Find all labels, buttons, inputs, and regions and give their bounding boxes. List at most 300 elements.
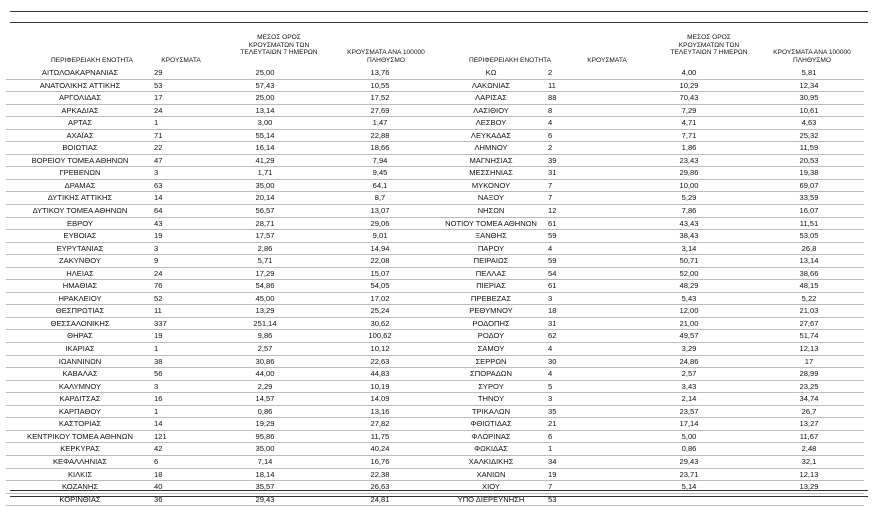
cell-cases-right: 6 [548, 430, 624, 443]
cell-per-100k-left: 8,7 [326, 192, 434, 205]
cell-region-right: ΥΠΟ ΔΙΕΡΕΥΝΗΣΗ [434, 493, 548, 506]
cell-per-100k-right: 27,67 [754, 317, 864, 330]
cell-cases-right: 11 [548, 79, 624, 92]
cell-per-100k-right: 10,61 [754, 104, 864, 117]
cell-region-left: ΘΗΡΑΣ [6, 330, 154, 343]
cell-cases-right: 2 [548, 142, 624, 155]
cell-cases-left: 16 [154, 393, 204, 406]
table-row [6, 255, 864, 268]
cell-avg-right: 10,29 [624, 79, 754, 92]
cell-per-100k-right: 12,34 [754, 79, 864, 92]
cell-region-left: ΚΟΡΙΝΘΙΑΣ [6, 493, 154, 506]
cell-per-100k-right: 13,29 [754, 481, 864, 494]
cell-avg-right: 7,71 [624, 129, 754, 142]
header-avg-right [664, 34, 754, 57]
table-row [6, 468, 864, 481]
cell-region-left: ΚΕΡΚΥΡΑΣ [6, 443, 154, 456]
cell-per-100k-right: 12,13 [754, 343, 864, 356]
cell-per-100k-left: 11,75 [326, 430, 434, 443]
cell-region-right: ΣΑΜΟΥ [434, 343, 548, 356]
table-row [6, 92, 864, 105]
table-row [6, 493, 864, 506]
cell-avg-left: 30,86 [204, 355, 326, 368]
cell-avg-right: 29,43 [624, 455, 754, 468]
cell-cases-left: 121 [154, 430, 204, 443]
header-per-left [330, 49, 442, 64]
cell-cases-right: 3 [548, 292, 624, 305]
cell-avg-right [624, 493, 754, 506]
cell-avg-right: 4,00 [624, 67, 754, 79]
cell-cases-right: 54 [548, 267, 624, 280]
cell-avg-right: 2,14 [624, 393, 754, 406]
cell-region-right: ΠΑΡΟΥ [434, 242, 548, 255]
cell-cases-right: 7 [548, 192, 624, 205]
cell-avg-right: 48,29 [624, 280, 754, 293]
cell-avg-right: 3,29 [624, 343, 754, 356]
cell-avg-right: 29,86 [624, 167, 754, 180]
cell-cases-right: 6 [548, 129, 624, 142]
cell-per-100k-right: 51,74 [754, 330, 864, 343]
cell-per-100k-right: 38,66 [754, 267, 864, 280]
cell-cases-left: 24 [154, 104, 204, 117]
table-row [6, 393, 864, 406]
cell-region-right: ΝΟΤΙΟΥ ΤΟΜΕΑ ΑΘΗΝΩΝ [434, 217, 548, 230]
cell-cases-left: 17 [154, 92, 204, 105]
cell-cases-right: 1 [548, 443, 624, 456]
cell-per-100k-left: 40,24 [326, 443, 434, 456]
cell-per-100k-right: 5,22 [754, 292, 864, 305]
cell-avg-left: 44,00 [204, 368, 326, 381]
table-row [6, 280, 864, 293]
cell-region-right: ΦΩΚΙΔΑΣ [434, 443, 548, 456]
cell-region-right: ΛΑΣΙΘΙΟΥ [434, 104, 548, 117]
table-row [6, 455, 864, 468]
cell-region-left: ΚΑΛΥΜΝΟΥ [6, 380, 154, 393]
cell-per-100k-right: 2,48 [754, 443, 864, 456]
table-row [6, 443, 864, 456]
cell-avg-left: 13,29 [204, 305, 326, 318]
cell-per-100k-left: 17,02 [326, 292, 434, 305]
table-row [6, 217, 864, 230]
cell-avg-right: 7,86 [624, 205, 754, 218]
table-row [6, 305, 864, 318]
cell-region-right: ΛΑΡΙΣΑΣ [434, 92, 548, 105]
table-row [6, 154, 864, 167]
table-row [6, 317, 864, 330]
cell-per-100k-left: 7,94 [326, 154, 434, 167]
cell-cases-left: 40 [154, 481, 204, 494]
bottom-rule [10, 490, 868, 491]
table-row [6, 67, 864, 79]
cell-region-right: ΠΕΛΛΑΣ [434, 267, 548, 280]
cell-cases-left: 53 [154, 79, 204, 92]
cell-cases-right: 34 [548, 455, 624, 468]
cell-avg-right: 1,86 [624, 142, 754, 155]
cell-per-100k-right: 53,05 [754, 230, 864, 243]
cell-cases-left: 3 [154, 242, 204, 255]
cell-avg-right: 24,86 [624, 355, 754, 368]
cell-per-100k-left: 24,81 [326, 493, 434, 506]
table-row [6, 179, 864, 192]
cell-region-left: ΗΡΑΚΛΕΙΟΥ [6, 292, 154, 305]
cell-per-100k-left: 44,83 [326, 368, 434, 381]
cell-per-100k-right [754, 493, 864, 506]
cell-cases-right: 59 [548, 255, 624, 268]
cell-region-right: ΣΕΡΡΩΝ [434, 355, 548, 368]
header-per-right-line2: ΠΛΗΘΥΣΜΟ [793, 56, 831, 64]
cell-region-right: ΦΘΙΩΤΙΔΑΣ [434, 418, 548, 431]
cell-avg-left: 20,14 [204, 192, 326, 205]
cell-avg-right: 52,00 [624, 267, 754, 280]
cell-region-left: ΑΝΑΤΟΛΙΚΗΣ ΑΤΤΙΚΗΣ [6, 79, 154, 92]
header-avg-right-line1: ΜΕΣΟΣ ΟΡΟΣ [687, 34, 731, 41]
cell-avg-left: 54,86 [204, 280, 326, 293]
cell-cases-left: 42 [154, 443, 204, 456]
cell-region-right: ΛΕΥΚΑΔΑΣ [434, 129, 548, 142]
cell-avg-right: 12,00 [624, 305, 754, 318]
top-rule [10, 11, 868, 12]
cell-avg-right: 3,43 [624, 380, 754, 393]
cell-cases-left: 71 [154, 129, 204, 142]
cell-region-left: ΚΑΡΔΙΤΣΑΣ [6, 393, 154, 406]
header-avg-left-line1: ΜΕΣΟΣ ΟΡΟΣ [257, 34, 301, 41]
cell-region-left: ΕΒΡΟΥ [6, 217, 154, 230]
cell-region-right: ΚΩ [434, 67, 548, 79]
cell-cases-left: 11 [154, 305, 204, 318]
cell-per-100k-right: 69,07 [754, 179, 864, 192]
cell-region-right: ΧΑΛΚΙΔΙΚΗΣ [434, 455, 548, 468]
cell-region-left: ΙΚΑΡΙΑΣ [6, 343, 154, 356]
cell-per-100k-left: 27,69 [326, 104, 434, 117]
cell-cases-left: 1 [154, 405, 204, 418]
cell-per-100k-left: 14,09 [326, 393, 434, 406]
table-row [6, 79, 864, 92]
cell-per-100k-left: 29,06 [326, 217, 434, 230]
cell-avg-left: 2,57 [204, 343, 326, 356]
cell-per-100k-right: 11,59 [754, 142, 864, 155]
cell-cases-right: 62 [548, 330, 624, 343]
cell-cases-right: 31 [548, 167, 624, 180]
cell-region-right: ΛΗΜΝΟΥ [434, 142, 548, 155]
cell-per-100k-left: 13,07 [326, 205, 434, 218]
cell-avg-left: 3,00 [204, 117, 326, 130]
cell-per-100k-left: 17,52 [326, 92, 434, 105]
table-row [6, 167, 864, 180]
cell-per-100k-left: 13,76 [326, 67, 434, 79]
header-per-left-line2: ΠΛΗΘΥΣΜΟ [367, 56, 405, 64]
cell-cases-left: 43 [154, 217, 204, 230]
cell-cases-right: 61 [548, 280, 624, 293]
cell-per-100k-left: 18,66 [326, 142, 434, 155]
cell-region-left: ΓΡΕΒΕΝΩΝ [6, 167, 154, 180]
cell-per-100k-right: 21,03 [754, 305, 864, 318]
header-per-right [756, 49, 868, 64]
cases-table [6, 67, 864, 506]
cell-avg-left: 16,14 [204, 142, 326, 155]
cell-region-left: ΚΙΛΚΙΣ [6, 468, 154, 481]
cell-per-100k-right: 30,95 [754, 92, 864, 105]
cell-cases-left: 1 [154, 343, 204, 356]
table-row [6, 230, 864, 243]
cell-cases-right: 3 [548, 393, 624, 406]
table-row [6, 117, 864, 130]
cell-per-100k-left: 25,24 [326, 305, 434, 318]
cell-avg-right: 50,71 [624, 255, 754, 268]
cell-cases-left: 3 [154, 167, 204, 180]
cell-cases-left: 14 [154, 418, 204, 431]
cell-avg-right: 23,71 [624, 468, 754, 481]
cell-region-right: ΠΙΕΡΙΑΣ [434, 280, 548, 293]
cell-cases-left: 22 [154, 142, 204, 155]
cell-per-100k-left: 22,08 [326, 255, 434, 268]
cell-cases-left: 64 [154, 205, 204, 218]
header-per-right-line1: ΚΡΟΥΣΜΑΤΑ ΑΝΑ 100000 [773, 49, 851, 56]
cell-cases-right: 39 [548, 154, 624, 167]
cell-per-100k-right: 5,81 [754, 67, 864, 79]
cell-region-right: ΤΗΝΟΥ [434, 393, 548, 406]
cell-region-left: ΒΟΡΕΙΟΥ ΤΟΜΕΑ ΑΘΗΝΩΝ [6, 154, 154, 167]
cell-cases-right: 53 [548, 493, 624, 506]
cell-cases-left: 1 [154, 117, 204, 130]
cell-per-100k-left: 10,55 [326, 79, 434, 92]
cell-per-100k-right: 13,27 [754, 418, 864, 431]
cell-region-right: ΛΑΚΩΝΙΑΣ [434, 79, 548, 92]
cell-region-right: ΠΕΙΡΑΙΩΣ [434, 255, 548, 268]
cell-avg-left: 13,14 [204, 104, 326, 117]
cell-cases-left: 9 [154, 255, 204, 268]
cell-per-100k-right: 20,53 [754, 154, 864, 167]
cell-cases-left: 47 [154, 154, 204, 167]
cell-region-right: ΝΗΣΩΝ [434, 205, 548, 218]
cell-cases-right: 35 [548, 405, 624, 418]
cell-avg-left: 35,57 [204, 481, 326, 494]
cell-avg-right: 5,29 [624, 192, 754, 205]
cell-cases-right: 8 [548, 104, 624, 117]
header-per-left-line1: ΚΡΟΥΣΜΑΤΑ ΑΝΑ 100000 [347, 49, 425, 56]
header-avg-left [236, 34, 322, 57]
cell-region-right: ΧΑΝΙΩΝ [434, 468, 548, 481]
cell-avg-right: 38,43 [624, 230, 754, 243]
cell-per-100k-left: 16,76 [326, 455, 434, 468]
cell-region-left: ΕΥΡΥΤΑΝΙΑΣ [6, 242, 154, 255]
header-avg-left-line2: ΚΡΟΥΣΜΑΤΩΝ ΤΩΝ [248, 41, 310, 49]
cell-region-left: ΔΥΤΙΚΟΥ ΤΟΜΕΑ ΑΘΗΝΩΝ [6, 205, 154, 218]
cell-per-100k-left: 64,1 [326, 179, 434, 192]
table-row [6, 430, 864, 443]
cell-avg-right: 7,29 [624, 104, 754, 117]
cell-avg-left: 251,14 [204, 317, 326, 330]
cell-avg-right: 5,14 [624, 481, 754, 494]
cell-avg-right: 43,43 [624, 217, 754, 230]
cell-region-right: ΡΟΔΟΠΗΣ [434, 317, 548, 330]
cell-cases-right: 2 [548, 67, 624, 79]
cell-avg-right: 23,57 [624, 405, 754, 418]
table-row [6, 104, 864, 117]
header-cases-left: ΚΡΟΥΣΜΑΤΑ [161, 57, 201, 64]
cell-per-100k-right: 11,51 [754, 217, 864, 230]
cell-per-100k-left: 9,01 [326, 230, 434, 243]
cell-region-left: ΔΡΑΜΑΣ [6, 179, 154, 192]
cell-per-100k-left: 1,47 [326, 117, 434, 130]
cell-region-left: ΑΧΑΪΑΣ [6, 129, 154, 142]
cell-cases-left: 29 [154, 67, 204, 79]
cell-avg-right: 4,71 [624, 117, 754, 130]
header-region-right: ΠΕΡΙΦΕΡΕΙΑΚΗ ΕΝΟΤΗΤΑ [468, 57, 552, 64]
cell-avg-left: 25,00 [204, 67, 326, 79]
cell-avg-left: 17,57 [204, 230, 326, 243]
cell-per-100k-right: 13,14 [754, 255, 864, 268]
cell-cases-right: 31 [548, 317, 624, 330]
cell-avg-left: 18,14 [204, 468, 326, 481]
header-avg-right-line2: ΚΡΟΥΣΜΑΤΩΝ ΤΩΝ [678, 41, 740, 49]
cell-per-100k-right: 25,32 [754, 129, 864, 142]
cell-cases-right: 7 [548, 179, 624, 192]
cell-per-100k-left: 22,38 [326, 468, 434, 481]
cell-region-left: ΔΥΤΙΚΗΣ ΑΤΤΙΚΗΣ [6, 192, 154, 205]
cell-cases-left: 63 [154, 179, 204, 192]
table-row [6, 418, 864, 431]
table-row [6, 368, 864, 381]
cell-cases-right: 4 [548, 242, 624, 255]
cell-region-right: ΡΟΔΟΥ [434, 330, 548, 343]
table-row [6, 267, 864, 280]
cell-cases-right: 88 [548, 92, 624, 105]
cell-cases-left: 19 [154, 230, 204, 243]
cell-region-left: ΑΡΓΟΛΙΔΑΣ [6, 92, 154, 105]
cell-per-100k-left: 27,82 [326, 418, 434, 431]
cell-per-100k-left: 10,12 [326, 343, 434, 356]
cell-avg-left: 17,29 [204, 267, 326, 280]
cell-avg-right: 0,86 [624, 443, 754, 456]
cell-region-left: ΑΡΤΑΣ [6, 117, 154, 130]
cell-region-left: ΖΑΚΥΝΘΟΥ [6, 255, 154, 268]
cell-avg-left: 2,29 [204, 380, 326, 393]
cell-region-left: ΚΑΒΑΛΑΣ [6, 368, 154, 381]
cell-avg-right: 5,43 [624, 292, 754, 305]
cell-avg-left: 56,57 [204, 205, 326, 218]
cell-per-100k-right: 23,25 [754, 380, 864, 393]
cell-per-100k-right: 26,8 [754, 242, 864, 255]
bottom-rule-2 [10, 496, 868, 497]
table-row [6, 205, 864, 218]
cell-region-right: ΛΕΣΒΟΥ [434, 117, 548, 130]
header-avg-right-line3: ΤΕΛΕΥΤΑΙΩΝ 7 ΗΜΕΡΩΝ [670, 49, 748, 57]
cell-per-100k-left: 22,88 [326, 129, 434, 142]
cell-region-left: ΚΕΝΤΡΙΚΟΥ ΤΟΜΕΑ ΑΘΗΝΩΝ [6, 430, 154, 443]
table-row [6, 380, 864, 393]
cell-per-100k-left: 100,62 [326, 330, 434, 343]
cell-region-right: ΠΡΕΒΕΖΑΣ [434, 292, 548, 305]
cell-per-100k-right: 11,67 [754, 430, 864, 443]
cell-cases-left: 14 [154, 192, 204, 205]
table-row [6, 481, 864, 494]
cell-cases-right: 19 [548, 468, 624, 481]
cell-avg-left: 29,43 [204, 493, 326, 506]
cell-per-100k-right: 16,07 [754, 205, 864, 218]
cell-cases-left: 76 [154, 280, 204, 293]
header-cases-right: ΚΡΟΥΣΜΑΤΑ [587, 57, 627, 64]
cell-region-right: ΤΡΙΚΑΛΩΝ [434, 405, 548, 418]
cell-region-left: ΕΥΒΟΙΑΣ [6, 230, 154, 243]
cell-region-left: ΑΡΚΑΔΙΑΣ [6, 104, 154, 117]
cell-cases-right: 61 [548, 217, 624, 230]
cell-region-left: ΘΕΣΠΡΩΤΙΑΣ [6, 305, 154, 318]
cell-cases-right: 4 [548, 117, 624, 130]
cell-avg-left: 0,86 [204, 405, 326, 418]
cell-per-100k-right: 48,15 [754, 280, 864, 293]
cell-region-right: ΦΛΩΡΙΝΑΣ [434, 430, 548, 443]
cell-cases-left: 18 [154, 468, 204, 481]
cell-cases-left: 6 [154, 455, 204, 468]
table-row [6, 355, 864, 368]
cell-cases-right: 4 [548, 343, 624, 356]
cell-region-right: ΡΕΘΥΜΝΟΥ [434, 305, 548, 318]
cell-region-right: ΣΥΡΟΥ [434, 380, 548, 393]
cell-per-100k-left: 30,62 [326, 317, 434, 330]
cell-avg-right: 21,00 [624, 317, 754, 330]
cell-cases-left: 3 [154, 380, 204, 393]
cell-avg-left: 2,86 [204, 242, 326, 255]
cell-region-right: ΧΙΟΥ [434, 481, 548, 494]
cell-cases-right: 12 [548, 205, 624, 218]
cell-avg-right: 10,00 [624, 179, 754, 192]
cell-cases-right: 59 [548, 230, 624, 243]
header-avg-left-line3: ΤΕΛΕΥΤΑΙΩΝ 7 ΗΜΕΡΩΝ [240, 49, 318, 57]
cell-cases-right: 18 [548, 305, 624, 318]
cell-cases-right: 30 [548, 355, 624, 368]
cell-cases-left: 52 [154, 292, 204, 305]
table-row [6, 343, 864, 356]
cell-region-right: ΣΠΟΡΑΔΩΝ [434, 368, 548, 381]
cell-region-left: ΗΛΕΙΑΣ [6, 267, 154, 280]
cell-region-left: ΒΟΙΩΤΙΑΣ [6, 142, 154, 155]
cell-per-100k-right: 34,74 [754, 393, 864, 406]
cell-region-right: ΜΥΚΟΝΟΥ [434, 179, 548, 192]
cell-per-100k-left: 22,63 [326, 355, 434, 368]
table-row [6, 142, 864, 155]
table-row [6, 292, 864, 305]
cell-cases-left: 36 [154, 493, 204, 506]
cell-avg-left: 95,86 [204, 430, 326, 443]
table-row [6, 330, 864, 343]
cell-region-right: ΜΑΓΝΗΣΙΑΣ [434, 154, 548, 167]
top-rule-2 [10, 22, 868, 23]
cell-avg-left: 14,57 [204, 393, 326, 406]
cell-per-100k-right: 26,7 [754, 405, 864, 418]
cell-cases-right: 4 [548, 368, 624, 381]
table-row [6, 129, 864, 142]
cell-region-right: ΜΕΣΣΗΝΙΑΣ [434, 167, 548, 180]
cell-avg-left: 55,14 [204, 129, 326, 142]
cell-region-right: ΝΑΞΟΥ [434, 192, 548, 205]
cell-region-left: ΚΟΖΑΝΗΣ [6, 481, 154, 494]
cell-region-left: ΗΜΑΘΙΑΣ [6, 280, 154, 293]
table-row [6, 405, 864, 418]
cell-avg-right: 70,43 [624, 92, 754, 105]
cell-cases-right: 7 [548, 481, 624, 494]
cell-region-left: ΑΙΤΩΛΟΑΚΑΡΝΑΝΙΑΣ [6, 67, 154, 79]
cell-avg-right: 3,14 [624, 242, 754, 255]
cell-avg-left: 57,43 [204, 79, 326, 92]
cell-region-left: ΚΑΡΠΑΘΟΥ [6, 405, 154, 418]
cell-avg-left: 25,00 [204, 92, 326, 105]
cell-cases-right: 21 [548, 418, 624, 431]
cell-per-100k-right: 4,63 [754, 117, 864, 130]
table-row [6, 192, 864, 205]
cell-cases-right: 5 [548, 380, 624, 393]
header-region-left: ΠΕΡΙΦΕΡΕΙΑΚΗ ΕΝΟΤΗΤΑ [50, 57, 134, 64]
cell-avg-left: 19,29 [204, 418, 326, 431]
